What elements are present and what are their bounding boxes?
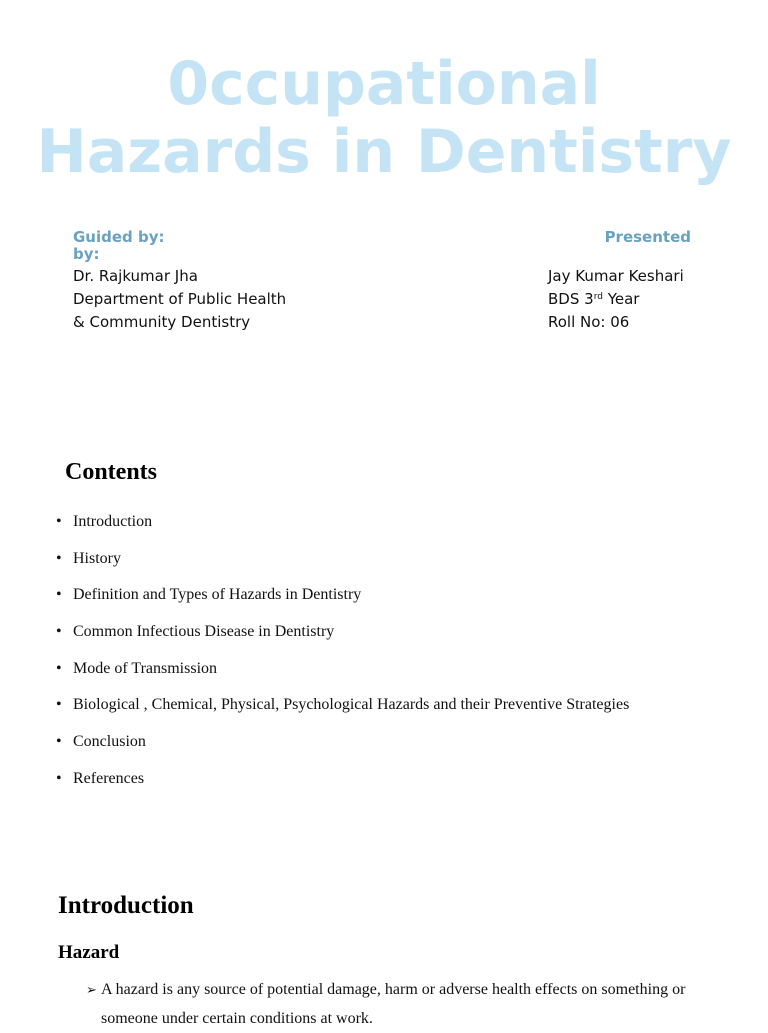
arrowhead-bullet-icon: ➢	[86, 982, 97, 997]
hazard-definition-text: A hazard is any source of potential damage, harm or adverse health effects on something or someone under certain conditions at work.	[101, 981, 686, 1027]
bullet-icon: •	[56, 769, 62, 787]
hazard-subheading: Hazard	[58, 942, 120, 963]
guide-name: Dr. Rajkumar Jha	[73, 267, 198, 285]
guided-by-label-line-2: by:	[73, 245, 100, 263]
presenter-name: Jay Kumar Keshari	[548, 267, 684, 285]
guide-department-line-1: Department of Public Health	[73, 290, 287, 308]
presenter-roll-number: Roll No: 06	[548, 313, 630, 331]
list-item-text: Conclusion	[73, 733, 146, 751]
contents-heading: Contents	[65, 459, 158, 485]
bullet-icon: •	[56, 623, 62, 641]
list-item-text: Common Infectious Disease in Dentistry	[73, 623, 335, 641]
bullet-icon: •	[56, 549, 62, 567]
guide-department-line-2: & Community Dentistry	[73, 313, 251, 331]
contents-list	[56, 509, 629, 803]
bullet-icon: •	[56, 659, 62, 677]
list-item	[56, 729, 629, 766]
list-item	[56, 619, 629, 656]
presenter-year	[548, 288, 684, 311]
list-item	[56, 546, 629, 583]
document-title	[0, 50, 768, 186]
bullet-icon: •	[56, 733, 62, 751]
presenter-year-prefix: BDS 3	[548, 290, 594, 308]
bullet-icon: •	[56, 696, 62, 714]
presenter-year-ordinal: rd	[593, 292, 603, 302]
list-item-text: Biological , Chemical, Physical, Psychological Hazards and their Preventive Strategies	[73, 696, 630, 714]
bullet-icon: •	[56, 586, 62, 604]
list-item	[56, 656, 629, 693]
presenter-year-suffix: Year	[602, 290, 640, 308]
guided-by-label-line-1: Guided by:	[73, 228, 165, 246]
guide-details	[73, 265, 286, 334]
list-item-text: Introduction	[73, 513, 153, 530]
presenter-details	[548, 265, 684, 334]
title-line-2: Hazards in Dentistry	[36, 117, 732, 187]
list-item	[56, 766, 629, 803]
hazard-definition-point	[86, 976, 706, 1033]
presented-label: Presented	[604, 228, 691, 246]
list-item	[56, 582, 629, 619]
bullet-icon: •	[56, 513, 62, 530]
list-item	[56, 509, 629, 546]
list-item-text: History	[73, 549, 121, 567]
introduction-heading: Introduction	[58, 892, 194, 919]
guided-by-label	[73, 229, 183, 263]
list-item-text: Definition and Types of Hazards in Dentistry	[73, 586, 362, 604]
list-item	[56, 692, 629, 729]
list-item-text: References	[73, 769, 145, 787]
list-item-text: Mode of Transmission	[73, 659, 218, 677]
title-line-1: 0ccupational	[167, 49, 601, 119]
